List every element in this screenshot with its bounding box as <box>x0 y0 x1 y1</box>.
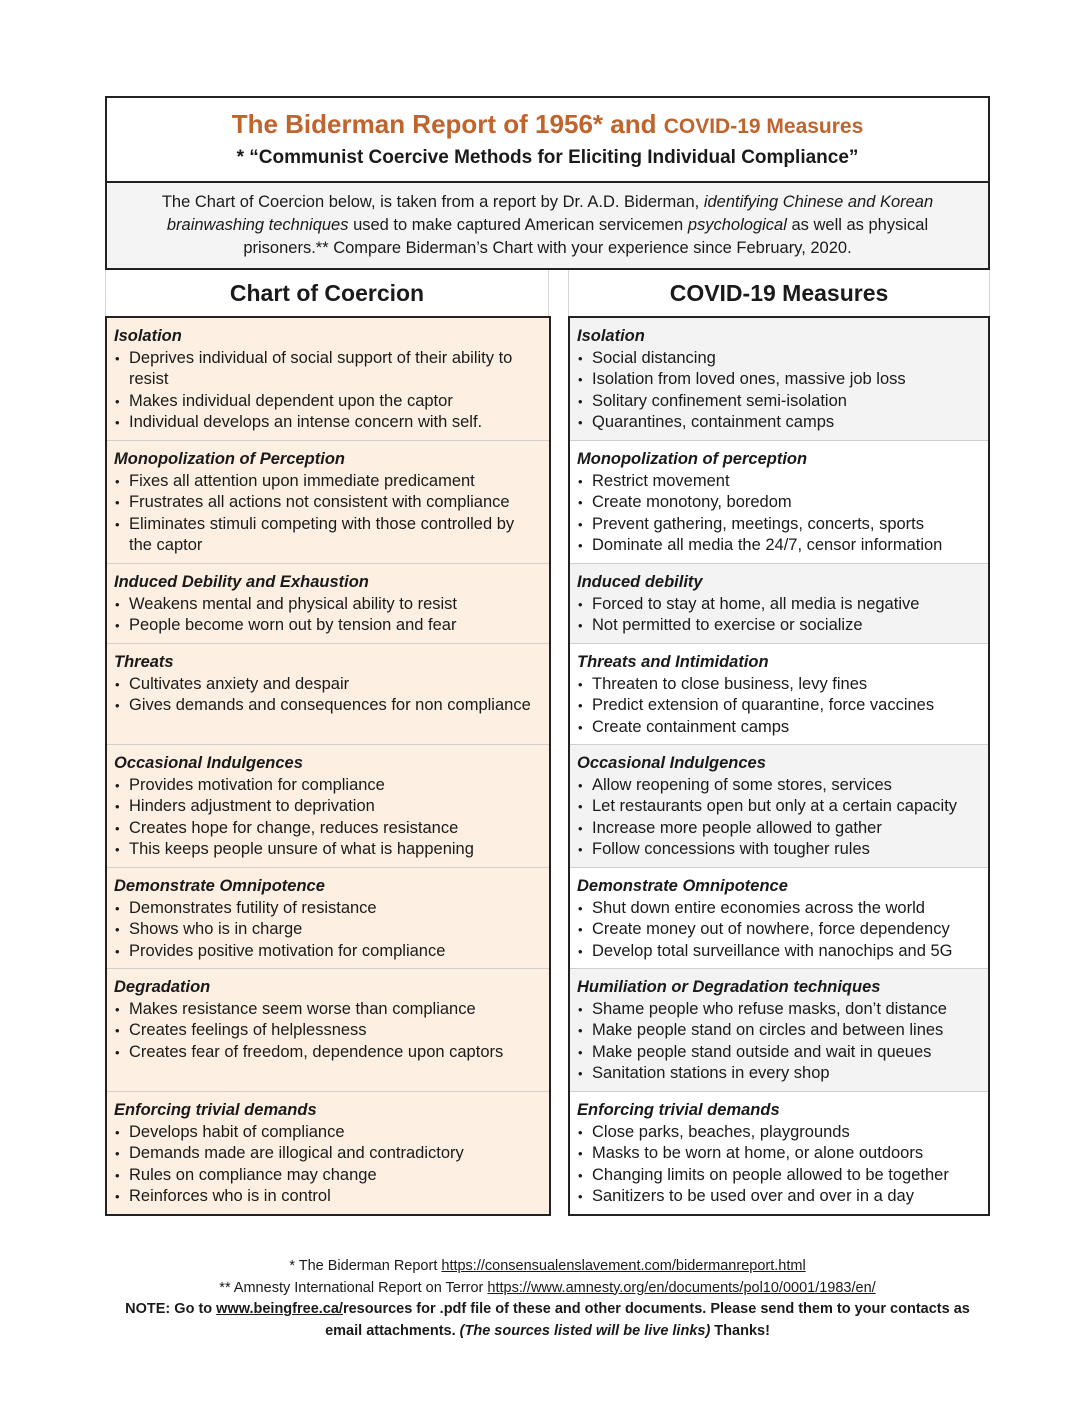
list-item: • Make people stand on circles and between lines <box>577 1020 980 1042</box>
list-item: • Deprives individual of social support of their ability to resist <box>114 348 541 391</box>
list-item: • Dominate all media the 24/7, censor information <box>577 535 980 557</box>
footer-line-1 <box>105 1256 990 1278</box>
list-item: • Increase more people allowed to gather <box>577 818 980 840</box>
cell-title: Monopolization of Perception <box>114 450 345 468</box>
left-cell <box>107 318 549 441</box>
list-item: • Provides motivation for compliance <box>114 775 541 797</box>
left-cell <box>107 644 549 745</box>
cell-title: Enforcing trivial demands <box>577 1101 780 1119</box>
right-cell <box>570 969 988 1092</box>
list-item: • Fixes all attention upon immediate predicament <box>114 471 541 493</box>
right-cell <box>570 564 988 644</box>
list-item: • Prevent gathering, meetings, concerts, sports <box>577 514 980 536</box>
covid-measures-column <box>568 316 990 1216</box>
list-item: • Provides positive motivation for compliance <box>114 941 541 963</box>
list-item: • Sanitation stations in every shop <box>577 1063 980 1085</box>
left-cell <box>107 1092 549 1214</box>
list-item: • Masks to be worn at home, or alone outdoors <box>577 1143 980 1165</box>
right-cell <box>570 745 988 868</box>
bullet-list <box>114 999 541 1064</box>
list-item: • Creates hope for change, reduces resistance <box>114 818 541 840</box>
list-item: • Gives demands and consequences for non compliance <box>114 695 541 717</box>
left-column-heading: Chart of Coercion <box>105 270 549 316</box>
list-item: • Rules on compliance may change <box>114 1165 541 1187</box>
footer-line-2 <box>105 1278 990 1300</box>
list-item: • Shut down entire economies across the world <box>577 898 980 920</box>
bullet-list <box>114 471 541 557</box>
cell-title: Isolation <box>577 327 645 345</box>
bullet-list <box>577 775 980 861</box>
cell-title: Enforcing trivial demands <box>114 1101 317 1119</box>
coercion-column <box>105 316 551 1216</box>
intro-italic-1: identifying Chinese and Korean brainwashing techniques <box>166 193 934 234</box>
bullet-list <box>114 1122 541 1208</box>
intro-italic-2: psychological <box>687 216 787 234</box>
bullet-list <box>577 898 980 963</box>
intro-text-3: as well as physical prisoners.** Compare Biderman’s Chart with your experience since February, 2020. <box>243 216 929 257</box>
list-item: • Demands made are illogical and contradictory <box>114 1143 541 1165</box>
left-cell <box>107 969 549 1092</box>
list-item: • Make people stand outside and wait in queues <box>577 1042 980 1064</box>
page-title <box>117 108 978 143</box>
right-cell <box>570 318 988 441</box>
list-item: • Makes resistance seem worse than compliance <box>114 999 541 1021</box>
list-item: • Sanitizers to be used over and over in a day <box>577 1186 980 1208</box>
list-item: • Forced to stay at home, all media is negative <box>577 594 980 616</box>
list-item: • Quarantines, containment camps <box>577 412 980 434</box>
bullet-list <box>577 471 980 557</box>
list-item: • Frustrates all actions not consistent with compliance <box>114 492 541 514</box>
cell-title: Demonstrate Omnipotence <box>114 877 325 895</box>
cell-title: Threats and Intimidation <box>577 653 769 671</box>
right-cell <box>570 441 988 564</box>
list-item: • Develop total surveillance with nanochips and 5G <box>577 941 980 963</box>
right-cell <box>570 644 988 745</box>
list-item: • This keeps people unsure of what is happening <box>114 839 541 861</box>
note-rest: resources for .pdf file of these and other documents. Please send them to your contacts as email attachments. <box>325 1301 970 1339</box>
list-item: • Follow concessions with tougher rules <box>577 839 980 861</box>
title-suffix: COVID-19 Measures <box>663 115 864 138</box>
list-item: • Threaten to close business, levy fines <box>577 674 980 696</box>
list-item: • Close parks, beaches, playgrounds <box>577 1122 980 1144</box>
cell-title: Monopolization of perception <box>577 450 808 468</box>
right-cell <box>570 868 988 969</box>
list-item: • People become worn out by tension and fear <box>114 615 541 637</box>
list-item: • Create containment camps <box>577 717 980 739</box>
left-cell <box>107 745 549 868</box>
list-item: • Eliminates stimuli competing with those controlled by the captor <box>114 514 541 557</box>
bullet-list <box>114 674 541 717</box>
list-item: • Individual develops an intense concern with self. <box>114 412 541 434</box>
footer-ref-2-label: ** Amnesty International Report on Terror <box>219 1279 488 1296</box>
list-item: • Shame people who refuse masks, don’t distance <box>577 999 980 1021</box>
list-item: • Create monotony, boredom <box>577 492 980 514</box>
cell-title: Humiliation or Degradation techniques <box>577 978 881 996</box>
list-item: • Solitary confinement semi-isolation <box>577 391 980 413</box>
footer <box>105 1256 990 1342</box>
list-item: • Hinders adjustment to deprivation <box>114 796 541 818</box>
cell-title: Degradation <box>114 978 211 996</box>
right-column-heading: COVID-19 Measures <box>568 270 990 316</box>
cell-title: Occasional Indulgences <box>577 754 766 772</box>
note-prefix: NOTE: Go to <box>125 1301 217 1317</box>
page-subtitle: * “Communist Coercive Methods for Eliciting Individual Compliance” <box>236 147 859 168</box>
list-item: • Restrict movement <box>577 471 980 493</box>
document <box>105 96 990 1216</box>
list-item: • Predict extension of quarantine, force vaccines <box>577 695 980 717</box>
list-item: • Create money out of nowhere, force dependency <box>577 919 980 941</box>
list-item: • Creates feelings of helplessness <box>114 1020 541 1042</box>
note-end: Thanks! <box>710 1322 770 1339</box>
cell-title: Demonstrate Omnipotence <box>577 877 788 895</box>
list-item: • Not permitted to exercise or socialize <box>577 615 980 637</box>
list-item: • Makes individual dependent upon the captor <box>114 391 541 413</box>
cell-title: Induced debility <box>577 573 703 591</box>
beingfree-link[interactable]: www.beingfree.ca/ <box>216 1301 343 1317</box>
list-item: • Changing limits on people allowed to be together <box>577 1165 980 1187</box>
biderman-report-link[interactable]: https://consensualenslavement.com/bidermanreport.html <box>441 1258 806 1274</box>
column-headings <box>105 270 990 316</box>
comparison-table <box>105 316 990 1216</box>
cell-title: Threats <box>114 653 174 671</box>
cell-title: Induced Debility and Exhaustion <box>114 573 369 591</box>
bullet-list <box>114 775 541 861</box>
list-item: • Reinforces who is in control <box>114 1186 541 1208</box>
left-cell <box>107 441 549 564</box>
list-item: • Let restaurants open but only at a certain capacity <box>577 796 980 818</box>
bullet-list <box>577 999 980 1085</box>
list-item: • Allow reopening of some stores, services <box>577 775 980 797</box>
intro-text-2: used to make captured American servicemen <box>348 216 688 234</box>
list-item: • Isolation from loved ones, massive job loss <box>577 369 980 391</box>
bullet-list <box>577 348 980 434</box>
list-item: • Cultivates anxiety and despair <box>114 674 541 696</box>
left-cell <box>107 868 549 969</box>
list-item: • Develops habit of compliance <box>114 1122 541 1144</box>
bullet-list <box>577 1122 980 1208</box>
right-cell <box>570 1092 988 1214</box>
document-header <box>105 96 990 181</box>
list-item: • Creates fear of freedom, dependence upon captors <box>114 1042 541 1064</box>
bullet-list <box>114 594 541 637</box>
footer-note <box>105 1299 990 1342</box>
intro-paragraph <box>105 181 990 270</box>
bullet-list <box>114 898 541 963</box>
list-item: • Social distancing <box>577 348 980 370</box>
intro-text-1: The Chart of Coercion below, is taken from a report by Dr. A.D. Biderman, <box>161 193 704 211</box>
bullet-list <box>577 674 980 739</box>
cell-title: Occasional Indulgences <box>114 754 303 772</box>
left-cell <box>107 564 549 644</box>
note-italic: (The sources listed will be live links) <box>459 1322 711 1339</box>
footer-ref-1-label: * The Biderman Report <box>289 1258 442 1274</box>
title-main: The Biderman Report of 1956* and <box>231 109 657 139</box>
list-item: • Demonstrates futility of resistance <box>114 898 541 920</box>
cell-title: Isolation <box>114 327 182 345</box>
list-item: • Weakens mental and physical ability to resist <box>114 594 541 616</box>
bullet-list <box>114 348 541 434</box>
amnesty-report-link[interactable]: https://www.amnesty.org/en/documents/pol10/0001/1983/en/ <box>487 1279 876 1296</box>
list-item: • Shows who is in charge <box>114 919 541 941</box>
bullet-list <box>577 594 980 637</box>
